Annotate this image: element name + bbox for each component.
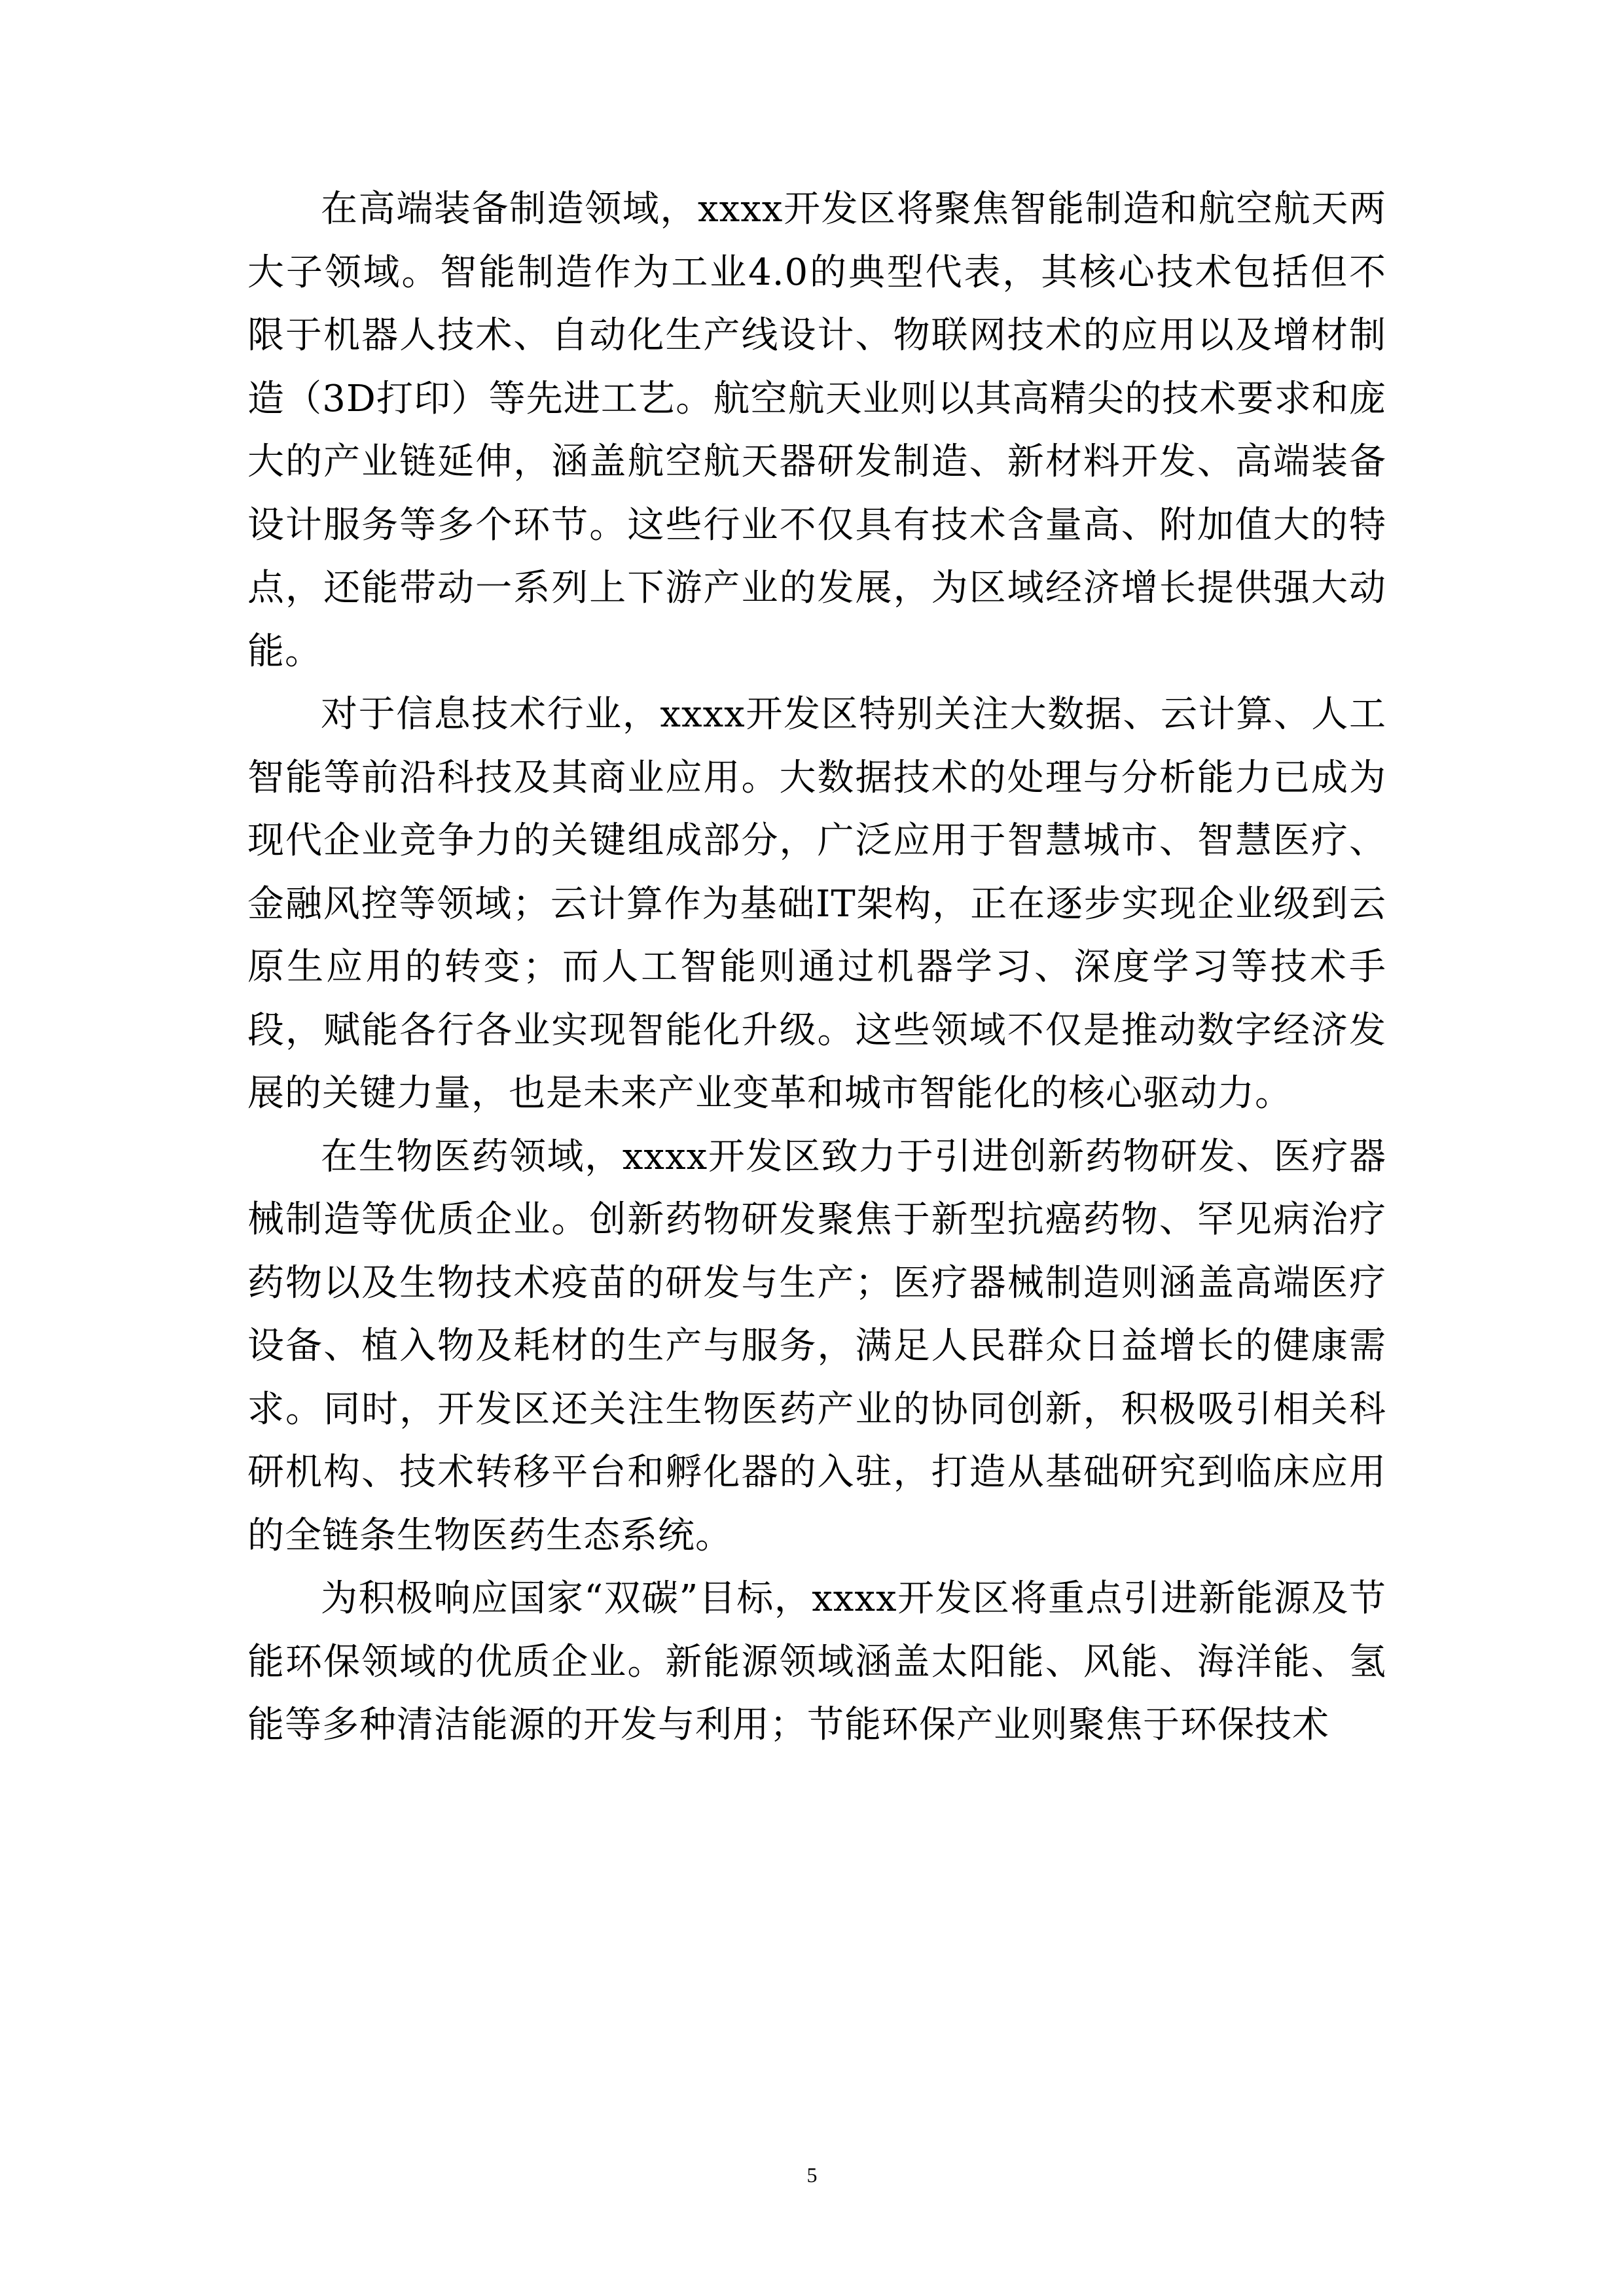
paragraph-new-energy: 为积极响应国家“双碳”目标，xxxx开发区将重点引进新能源及节能环保领域的优质企业。新能源领域涵盖太阳能、风能、海洋能、氢能等多种清洁能源的开发与利用；节能环保产业则聚焦于环保技术 — [247, 1577, 1386, 1746]
paragraph-high-end-manufacturing: 在高端装备制造领域，xxxx开发区将聚焦智能制造和航空航天两大子领域。智能制造作为工业4.0的典型代表，其核心技术包括但不限于机器人技术、自动化生产线设计、物联网技术的应用以及增材制造（3D打印）等先进工艺。航空航天业则以其高精尖的技术要求和庞大的产业链延伸，涵盖航空航天器研发制造、新材料开发、高端装备设计服务等多个环节。这些行业不仅具有技术含量高、附加值大的特点，还能带动一系列上下游产业的发展，为区域经济增长提供强大动能。 — [247, 188, 1386, 673]
document-body — [247, 178, 1386, 1757]
paragraph-biomedicine: 在生物医药领域，xxxx开发区致力于引进创新药物研发、医疗器械制造等优质企业。创新药物研发聚焦于新型抗癌药物、罕见病治疗药物以及生物技术疫苗的研发与生产；医疗器械制造则涵盖高端医疗设备、植入物及耗材的生产与服务，满足人民群众日益增长的健康需求。同时，开发区还关注生物医药产业的协同创新，积极吸引相关科研机构、技术转移平台和孵化器的入驻，打造从基础研究到临床应用的全链条生物医药生态系统。 — [247, 1135, 1386, 1557]
paragraph-information-technology: 对于信息技术行业，xxxx开发区特别关注大数据、云计算、人工智能等前沿科技及其商业应用。大数据技术的处理与分析能力已成为现代企业竞争力的关键组成部分，广泛应用于智慧城市、智慧医疗、金融风控等领域；云计算作为基础IT架构，正在逐步实现企业级到云原生应用的转变；而人工智能则通过机器学习、深度学习等技术手段，赋能各行各业实现智能化升级。这些领域不仅是推动数字经济发展的关键力量，也是未来产业变革和城市智能化的核心驱动力。 — [247, 693, 1386, 1115]
page-number: 5 — [806, 2163, 818, 2187]
